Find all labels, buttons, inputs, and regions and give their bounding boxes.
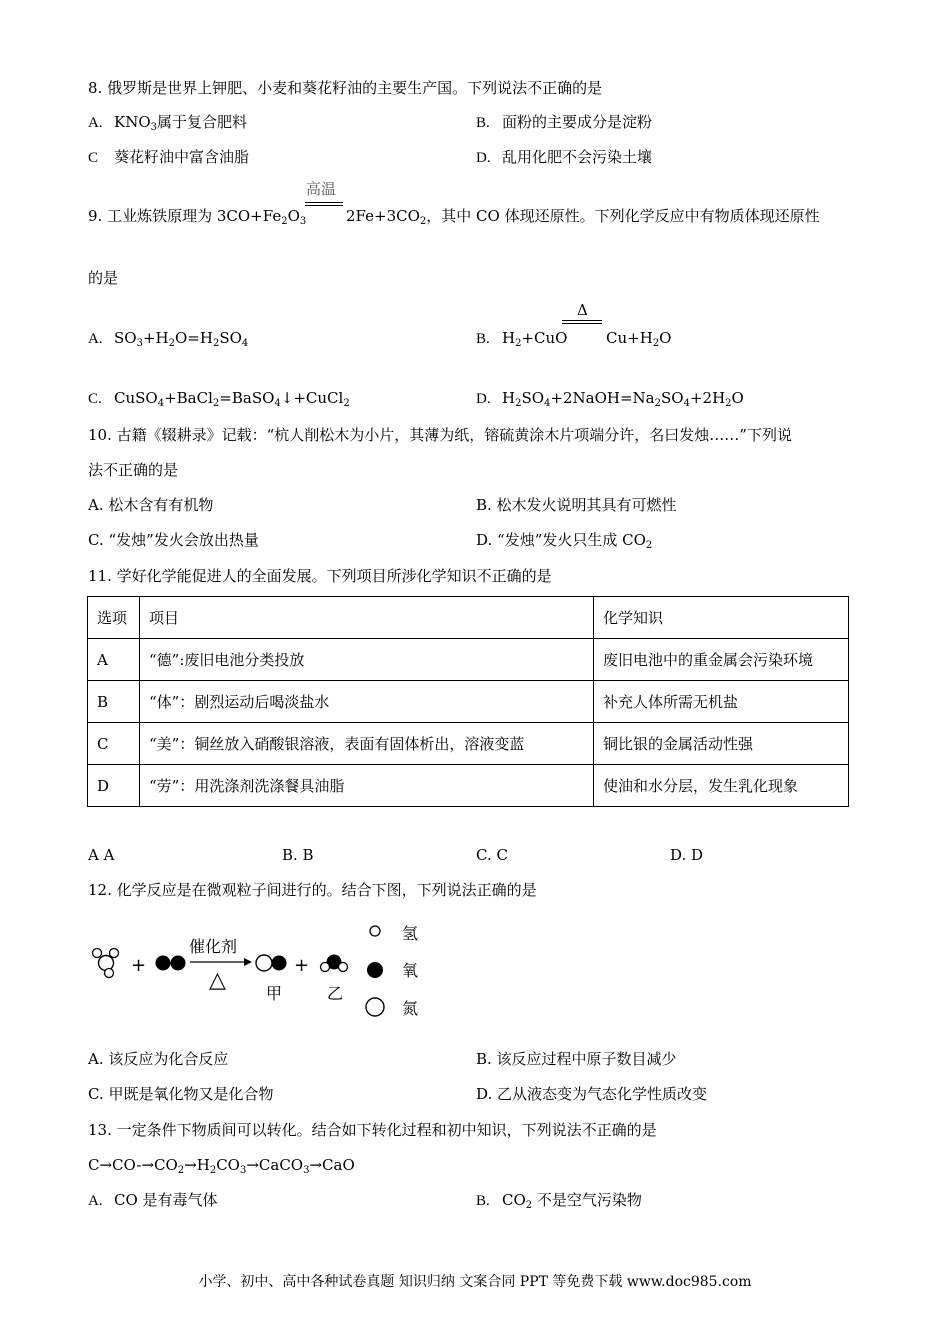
q12-stem: 12. 化学反应是在微观粒子间进行的。结合下图，下列说法正确的是	[88, 881, 537, 899]
nitrogen-atom-icon	[366, 998, 384, 1016]
ammonia-molecule	[93, 949, 119, 978]
table-row	[88, 723, 849, 765]
table-row	[88, 765, 849, 807]
hydrogen-atom-icon	[370, 926, 380, 936]
q8-option-c	[88, 147, 249, 168]
q11-answer-a: A A	[88, 846, 115, 864]
q13-option-a	[88, 1190, 218, 1211]
q8-option-d	[476, 147, 652, 168]
q11-answer-b: B. B	[282, 846, 314, 864]
table-cell: “体”：剧烈运动后喝淡盐水	[140, 681, 594, 723]
option-text: 葵花籽油中富含油脂	[114, 148, 250, 166]
q8-stem: 8. 俄罗斯是世界上钾肥、小麦和葵花籽油的主要生产国。下列说法不正确的是	[88, 79, 603, 97]
q8-option-a	[88, 112, 247, 133]
table-header: 项目	[140, 597, 594, 639]
table-header: 化学知识	[594, 597, 849, 639]
catalyst-label: 催化剂	[189, 937, 238, 956]
option-text: CuSO$_4$+BaCl$_2$=BaSO$_4$↓+CuCl$_2$	[114, 389, 350, 409]
table-cell: 铜比银的金属活动性强	[594, 723, 849, 765]
option-letter: B.	[476, 1193, 490, 1209]
q9-option-c	[88, 388, 350, 409]
table-cell: 使油和水分层，发生乳化现象	[594, 765, 849, 807]
option-letter: A.	[88, 1193, 103, 1209]
q8-option-b	[476, 112, 652, 133]
option-text: $CO_2$ 不是空气污染物	[502, 1191, 642, 1211]
option-text: $KNO_3$属于复合肥料	[114, 113, 248, 133]
legend-oxygen: 氧	[402, 961, 419, 980]
q12-reaction-diagram	[80, 915, 440, 1025]
q12-option-b: B. 该反应过程中原子数目减少	[476, 1050, 677, 1068]
q12-option-a: A. 该反应为化合反应	[88, 1050, 229, 1068]
table-header-row	[88, 597, 849, 639]
table-header: 选项	[88, 597, 140, 639]
equation-line	[562, 323, 602, 324]
q13-option-b	[476, 1190, 642, 1211]
table-cell: “劳”：用洗涤剂洗涤餐具油脂	[140, 765, 594, 807]
q9-condition: 高温	[306, 180, 337, 198]
option-left: $H_2+CuO$	[502, 329, 568, 349]
equation-line	[305, 205, 343, 206]
q9-b-right: $Cu+H_2O$	[606, 329, 672, 349]
q11-answer-d: D. D	[670, 846, 704, 864]
plus-sign: +	[131, 955, 147, 976]
arrow-head	[244, 958, 252, 966]
q11-stem: 11. 学好化学能促进人的全面发展。下列项目所涉化学知识不正确的是	[88, 567, 552, 585]
q9-stem-left: 9. 工业炼铁原理为 $3CO+Fe_2O_3$	[88, 207, 307, 227]
option-text: $H_2SO_4+2NaOH=Na_2SO_4+2H_2O$	[502, 389, 744, 409]
option-letter: A.	[88, 331, 103, 347]
plus-sign: +	[294, 955, 310, 976]
equation-line	[562, 320, 602, 321]
table-cell: “美”：铜丝放入硝酸银溶液，表面有固体析出，溶液变蓝	[140, 723, 594, 765]
table-cell: 补充人体所需无机盐	[594, 681, 849, 723]
product-b-label: 乙	[327, 984, 344, 1003]
option-letter: B.	[476, 331, 490, 347]
q11-answer-c: C. C	[476, 846, 508, 864]
option-letter: D.	[476, 150, 491, 166]
q9-option-b	[476, 328, 567, 349]
q13-stem: 13. 一定条件下物质间可以转化。结合如下转化过程和初中知识，下列说法不正确的是	[88, 1121, 657, 1139]
q10-stem-line1: 10. 古籍《辍耕录》记载：“杭人削松木为小片，其薄为纸，镕硫黄涂木片项端分许，名曰发烛……”下列说	[88, 426, 792, 444]
q10-option-b: B. 松木发火说明其具有可燃性	[476, 496, 677, 514]
q10-option-a: A. 松木含有有机物	[88, 496, 214, 514]
table-cell: 废旧电池中的重金属会污染环境	[594, 639, 849, 681]
q12-option-c: C. 甲既是氧化物又是化合物	[88, 1085, 274, 1103]
option-text: CO 是有毒气体	[114, 1191, 218, 1209]
option-letter: A.	[88, 115, 103, 131]
q10-option-c: C. “发烛”发火会放出热量	[88, 531, 259, 549]
option-text: 面粉的主要成分是淀粉	[502, 113, 653, 131]
heat-symbol: △	[209, 968, 226, 993]
option-letter: D.	[476, 391, 491, 407]
table-cell: D	[88, 765, 140, 807]
oxygen-atom-icon	[367, 962, 383, 978]
nitric-oxide-molecule	[256, 955, 287, 971]
product-a-label: 甲	[266, 984, 283, 1003]
q9-stem-right: $2Fe+3CO_2$，其中 CO 体现还原性。下列化学反应中有物质体现还原性	[346, 207, 820, 227]
water-molecule	[321, 955, 348, 972]
page-footer: 小学、初中、高中各种试卷真题 知识归纳 文案合同 PPT 等免费下载 www.doc985.com	[198, 1274, 752, 1290]
option-text: $SO_3+H_2O=H_2SO_4$	[114, 329, 249, 349]
equation-line	[305, 202, 343, 203]
table-cell: C	[88, 723, 140, 765]
table-cell: A	[88, 639, 140, 681]
table-cell: “德”:废旧电池分类投放	[140, 639, 594, 681]
option-letter: C.	[88, 391, 102, 407]
q12-option-d: D. 乙从液态变为气态化学性质改变	[476, 1085, 708, 1103]
table-row	[88, 681, 849, 723]
q9-b-condition: Δ	[577, 301, 588, 319]
q10-option-d: D. “发烛”发火只生成 $CO_2$	[476, 531, 653, 551]
option-letter: C	[88, 150, 99, 166]
q10-stem-line2: 法不正确的是	[88, 461, 179, 479]
q9-stem-line2: 的是	[88, 269, 119, 287]
q9-option-a	[88, 328, 248, 349]
q13-chain: $C\to CO-\to CO_2\to H_2CO_3\to CaCO_3\to CaO$	[88, 1156, 355, 1176]
legend-nitrogen: 氮	[402, 999, 419, 1018]
option-letter: B.	[476, 115, 490, 131]
oxygen-molecule	[156, 956, 186, 971]
table-row	[88, 639, 849, 681]
option-text: 乱用化肥不会污染土壤	[502, 148, 653, 166]
q11-table	[87, 596, 849, 807]
legend-hydrogen: 氢	[402, 924, 419, 943]
q9-option-d	[476, 388, 744, 409]
table-cell: B	[88, 681, 140, 723]
